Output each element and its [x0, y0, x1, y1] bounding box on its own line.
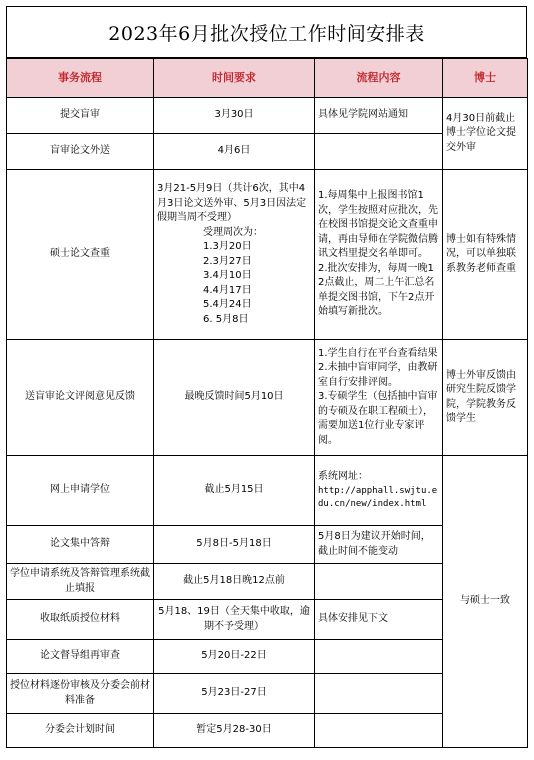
doctor-cell: 博士如有特殊情况，可以单独联系教务老师查重	[443, 170, 528, 340]
content-cell: 具体安排见下文	[315, 600, 443, 640]
header-doctor: 博士	[443, 59, 528, 98]
doctor-cell: 4月30日前截止博士学位论文提交外审	[443, 98, 528, 170]
step-cell: 收取纸质授位材料	[7, 600, 154, 640]
step-cell: 论文督导组再审查	[7, 640, 154, 674]
content-cell	[315, 456, 443, 526]
doctor-cell: 博士外审反馈由研究生院反馈学院，学院教务反馈学生	[443, 340, 528, 456]
document	[6, 6, 527, 748]
list-item: 3.4月10日	[203, 270, 252, 281]
time-cell: 截止5月18日晚12点前	[154, 564, 315, 600]
time-cell: 最晚反馈时间5月10日	[154, 340, 315, 456]
list-item: 1.3月20日	[203, 241, 252, 252]
list-item: 3.专硕学生（包括抽中盲审的专硕及在职工程硕士），需要加送1位行业专家评阅。	[318, 391, 438, 446]
document-title: 2023年6月批次授位工作时间安排表	[6, 6, 527, 58]
list-item: 2.批次安排为，每周一晚12点截止，周二上午汇总名单提交图书馆，下午2点开始填写新批次。	[318, 262, 435, 318]
list-item: 4.4月17日	[203, 284, 252, 296]
table-row	[7, 98, 528, 134]
content-cell	[315, 564, 443, 600]
schedule-note: 3月21-5月9日（共计6次，其中4月3日论文送外审、5月3日因法定假期当周不受理）	[157, 183, 307, 223]
step-cell: 学位申请系统及答辩管理系统截止填报	[7, 564, 154, 600]
step-cell: 盲审论文外送	[7, 134, 154, 170]
schedule-table	[6, 58, 528, 748]
table-row	[7, 170, 528, 340]
content-cell	[315, 134, 443, 170]
step-cell: 授位材料逐份审核及分委会前材料准备	[7, 674, 154, 714]
content-cell	[315, 340, 443, 456]
step-cell: 论文集中答辩	[7, 526, 154, 564]
content-cell	[315, 170, 443, 340]
doctor-cell: 与硕士一致	[443, 456, 528, 748]
list-item: 1.每周集中上报图书馆1次，学生按照对应批次，先在校图书馆提交论文查重申请，再由导师在学院微信腾讯文档里提交名单即可。	[318, 190, 438, 260]
time-cell: 3月30日	[154, 98, 315, 134]
header-step: 事务流程	[7, 59, 154, 98]
time-cell: 5月18、19日（全天集中收取，逾期不予受理）	[154, 600, 315, 640]
time-cell: 5月20日-22日	[154, 640, 315, 674]
list-item: 1.学生自行在平台查看结果	[318, 347, 438, 359]
step-cell: 网上申请学位	[7, 456, 154, 526]
header-time: 时间要求	[154, 59, 315, 98]
time-cell: 5月23日-27日	[154, 674, 315, 714]
list-item: 5.4月24日	[203, 299, 252, 310]
time-cell: 暂定5月28-30日	[154, 714, 315, 748]
time-cell: 4月6日	[154, 134, 315, 170]
content-cell: 具体见学院网站通知	[315, 98, 443, 134]
step-cell: 送盲审论文评阅意见反馈	[7, 340, 154, 456]
header-content: 流程内容	[315, 59, 443, 98]
list-item: 6. 5月8日	[203, 313, 249, 325]
header-row	[7, 59, 528, 98]
url-label: 系统网址：	[318, 471, 368, 483]
step-cell: 硕士论文查重	[7, 170, 154, 340]
weeks-list	[157, 226, 311, 328]
time-cell: 5月8日-5月18日	[154, 526, 315, 564]
list-item: 2.未抽中盲审同学，由教研室自行安排评阅。	[318, 362, 438, 388]
system-url-link[interactable]: http://apphall.swjtu.edu.cn/new/index.html	[318, 485, 438, 509]
table-row	[7, 456, 528, 526]
content-cell	[315, 640, 443, 674]
time-cell: 截止5月15日	[154, 456, 315, 526]
list-item: 2.3月27日	[203, 255, 252, 267]
content-cell	[315, 714, 443, 748]
content-cell: 5月8日为建议开始时间，截止时间不能变动	[315, 526, 443, 564]
weeks-label: 受理周次为：	[203, 226, 263, 238]
step-cell: 分委会计划时间	[7, 714, 154, 748]
table-row	[7, 340, 528, 456]
step-cell: 提交盲审	[7, 98, 154, 134]
time-cell	[154, 170, 315, 340]
content-cell	[315, 674, 443, 714]
